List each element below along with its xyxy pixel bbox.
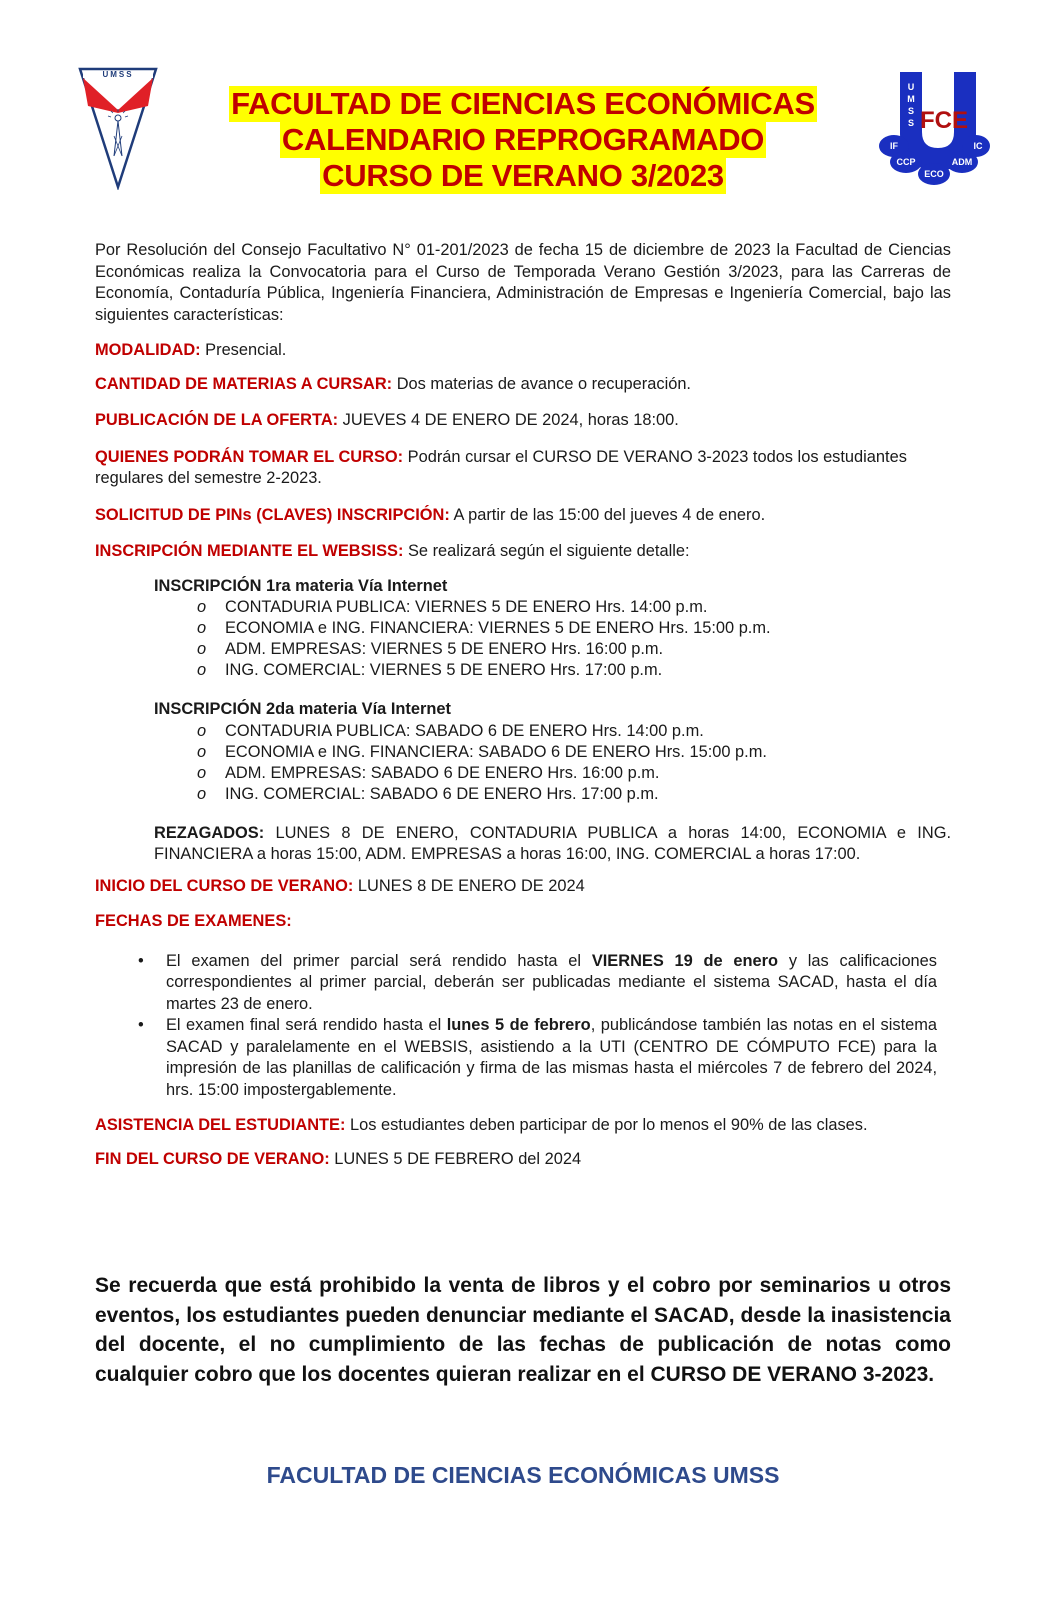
exam-text: y las calificaciones correspondientes al primer parcial, deberán ser publicadas mediante el sistema SACAD, hasta el día martes 23 de enero. [166,951,937,1013]
list-item [95,951,937,1016]
intro-paragraph: Por Resolución del Consejo Facultativo N° 01-201/2023 de fecha 15 de diciembre de 2023 la Facultad de Ciencias Económicas realiza la Convocatoria para el Curso de Temporada Verano Gestión 3/2023, para las Carreras de Economía, Contaduría Pública, Ingeniería Financiera, Administración de Empresas e Ingeniería Comercial, bajo las siguientes características: [95,241,951,324]
list-item [95,639,951,660]
rezagados-field [154,823,951,866]
field-label: ASISTENCIA DEL ESTUDIANTE: [95,1116,346,1134]
field-label: INICIO DEL CURSO DE VERANO: [95,876,354,895]
list-item [95,1015,937,1101]
field-value: LUNES 8 DE ENERO DE 2024 [353,876,585,895]
bullet-icon: o [197,619,207,637]
list-item-text: ADM. EMPRESAS: VIERNES 5 DE ENERO Hrs. 16:00 p.m. [225,640,664,658]
list-item [95,660,951,681]
fce-circle-label: IF [890,141,898,151]
fin-field [95,1149,951,1171]
inscripcion-2-section [154,699,951,805]
list-item [95,742,951,763]
list-item-text: ING. COMERCIAL: VIERNES 5 DE ENERO Hrs. 17:00 p.m. [225,661,663,679]
list-item-text: ADM. EMPRESAS: SABADO 6 DE ENERO Hrs. 16:00 p.m. [225,763,660,782]
field-value: Los estudiantes deben participar de por lo menos el 90% de las clases. [345,1116,868,1134]
cantidad-field [95,374,951,396]
bullet-icon: o [197,721,207,740]
list-item-text: CONTADURIA PUBLICA: VIERNES 5 DE ENERO Hrs. 14:00 p.m. [225,598,708,616]
field-value: A partir de las 15:00 del jueves 4 de enero. [449,505,766,524]
fce-logo-text: FCE [920,107,968,134]
bullet-icon: o [197,640,207,658]
title-line-1: FACULTAD DE CIENCIAS ECONÓMICAS [231,86,815,121]
warning-notice: Se recuerda que está prohibido la venta de libros y el cobro por seminarios u otros eventos, los estudiantes pueden denunciar mediante el SACAD, desde la inasistencia del docente, el no cumplimiento de las fechas de publicación de notas como cualquier cobro que los docentes quieran realizar en el CURSO DE VERANO 3-2023. [95,1274,951,1386]
field-value: Dos materias de avance o recuperación. [392,374,691,393]
inscripcion-2-list [95,721,951,805]
list-item-text: ECONOMIA e ING. FINANCIERA: VIERNES 5 DE ENERO Hrs. 15:00 p.m. [225,619,771,637]
title-line-3: CURSO DE VERANO 3/2023 [322,158,724,193]
field-value: JUEVES 4 DE ENERO DE 2024, horas 18:00. [338,411,679,429]
field-label: FECHAS DE EXAMENES: [95,912,292,930]
fce-circle-label: ADM [951,157,973,167]
field-value: Se realizará según el siguiente detalle: [403,542,690,560]
list-item [95,721,951,742]
solicitud-field [95,505,951,527]
field-value: Podrán cursar el CURSO DE VERANO 3-2023 todos los estudiantes regulares del semestre 2-2023. [95,447,907,487]
umss-logo-text: UMSS [102,70,134,79]
exam-text: El examen del primer parcial será rendido hasta el [166,951,592,970]
bullet-icon: • [138,951,144,970]
asistencia-field [95,1115,951,1137]
svg-text:U: U [907,82,915,92]
list-item-text: CONTADURIA PUBLICA: SABADO 6 DE ENERO Hrs. 14:00 p.m. [225,721,704,740]
field-label: FIN DEL CURSO DE VERANO: [95,1149,330,1168]
inscripcion-2-heading: INSCRIPCIÓN 2da materia Vía Internet [154,700,451,718]
field-value: Presencial. [200,341,287,359]
document-title [0,86,1046,194]
fce-circle-label: CCP [896,157,916,167]
modalidad-field [95,340,951,362]
bullet-icon: o [197,742,207,761]
bullet-icon: • [138,1016,144,1034]
inicio-field [95,876,951,898]
bullet-icon: o [197,598,207,616]
exam-text: , publicándose también las notas en el sistema SACAD y paralelamente en el WEBSIS, asistiendo a la UTI (CENTRO DE CÓMPUTO FCE) para la impresión de las planillas de calificación y firma de las mismas hasta el miércoles 7 de febrero del 2024, hrs. 15:00 impostergablemente. [166,1016,938,1099]
list-item-text: ING. COMERCIAL: SABADO 6 DE ENERO Hrs. 17:00 p.m. [225,784,659,803]
field-label: QUIENES PODRÁN TOMAR EL CURSO: [95,447,404,466]
rezagados-label: REZAGADOS: [154,823,265,842]
bullet-icon: o [197,661,207,679]
title-line-2: CALENDARIO REPROGRAMADO [281,122,765,157]
publicacion-field [95,410,951,432]
footer-signature: FACULTAD DE CIENCIAS ECONÓMICAS UMSS [266,1462,780,1488]
bullet-icon: o [197,763,207,782]
list-item [95,784,951,805]
rezagados-value: LUNES 8 DE ENERO, CONTADURIA PUBLICA a horas 14:00, ECONOMIA e ING. FINANCIERA a horas 15:00, ADM. EMPRESAS a horas 16:00, ING. COMERCIAL a horas 17:00. [154,823,951,863]
exam-text: El examen final será rendido hasta el [166,1016,447,1034]
field-label: SOLICITUD DE PINs (CLAVES) INSCRIPCIÓN: [95,505,450,524]
examenes-list [95,951,951,1102]
list-item [95,763,951,784]
exam-date: VIERNES 19 de enero [591,951,779,970]
svg-text:M: M [907,94,915,104]
list-item-text: ECONOMIA e ING. FINANCIERA: SABADO 6 DE ENERO Hrs. 15:00 p.m. [225,742,767,761]
field-value: LUNES 5 DE FEBRERO del 2024 [329,1149,582,1168]
field-label: PUBLICACIÓN DE LA OFERTA: [95,411,339,429]
field-label: MODALIDAD: [95,341,201,359]
field-label: CANTIDAD DE MATERIAS A CURSAR: [95,374,393,393]
inscripcion-1-list [95,597,951,681]
svg-text:S: S [907,118,915,128]
inscripcion-1-heading: INSCRIPCIÓN 1ra materia Vía Internet [154,576,448,595]
svg-text:S: S [907,106,915,116]
inscripcion-field [95,541,951,563]
document-body [95,240,951,1182]
bullet-icon: o [197,784,207,803]
list-item [95,618,951,639]
examenes-heading [95,911,951,933]
fce-circle-label: IC [973,141,983,151]
field-label: INSCRIPCIÓN MEDIANTE EL WEBSISS: [95,542,404,560]
quienes-field [95,447,951,490]
inscripcion-1-section [154,576,951,682]
fce-circle-label: ECO [924,169,944,179]
list-item [95,597,951,618]
exam-date: lunes 5 de febrero [446,1016,591,1034]
